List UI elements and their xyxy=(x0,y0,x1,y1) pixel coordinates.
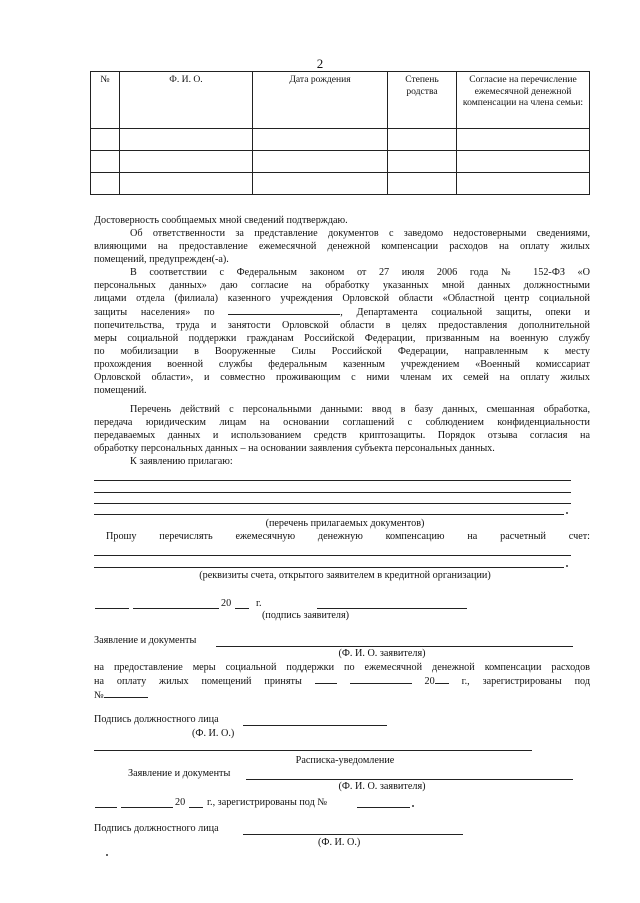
attach-line-4[interactable] xyxy=(94,514,564,515)
table-cell[interactable] xyxy=(120,129,253,151)
official-signature-field[interactable] xyxy=(243,725,387,726)
region-blank-field[interactable] xyxy=(228,305,340,315)
header-number: № xyxy=(91,72,120,129)
receipt-fio-caption: (Ф. И. О.) xyxy=(318,837,361,848)
table-cell[interactable] xyxy=(91,129,120,151)
header-birth-date: Дата рождения xyxy=(253,72,388,129)
paragraph-line: лицами отдела (филиала) казенного учреждения Орловской области «Областной центр социальной xyxy=(94,293,590,304)
header-consent: Согласие на перечисление ежемесячной денежной компенсации на члена семьи: xyxy=(457,72,590,129)
table-cell[interactable] xyxy=(253,129,388,151)
registration-number-field[interactable] xyxy=(104,688,148,698)
account-line-2[interactable] xyxy=(94,567,564,568)
accepted-line-3 xyxy=(94,688,590,702)
paragraph-line: меры социальной поддержки гражданам Российской Федерации, призванным на военную службу xyxy=(94,333,590,344)
official-sign-label: Подпись должностного лица xyxy=(94,714,219,725)
consent-paragraph xyxy=(94,266,590,397)
applicant-caption: (Ф. И. О. заявителя) xyxy=(338,648,426,659)
date-year-suffix: г. xyxy=(256,598,262,609)
header-relation: Степень родства xyxy=(388,72,457,129)
docs-label: Заявление и документы xyxy=(94,635,197,646)
accepted-year-field[interactable] xyxy=(435,674,449,684)
paragraph-line: Орловской области», и совместно проживающим с ними членам их семей на оплату жилых xyxy=(94,372,590,383)
paragraph-line: помещений, предупрежден(-а). xyxy=(94,254,229,265)
table-cell[interactable] xyxy=(91,173,120,195)
accepted-line-2-start: на оплату жилых помещений приняты xyxy=(94,676,302,687)
attach-line-3[interactable] xyxy=(94,503,571,504)
table-row xyxy=(91,173,590,195)
table-cell[interactable] xyxy=(120,151,253,173)
table-cell[interactable] xyxy=(91,151,120,173)
account-line-1[interactable] xyxy=(94,555,571,556)
attach-label: К заявлению прилагаю: xyxy=(130,456,233,467)
table-cell[interactable] xyxy=(388,151,457,173)
scan-speck xyxy=(106,854,108,856)
table-cell[interactable] xyxy=(388,173,457,195)
attach-line-1[interactable] xyxy=(94,480,571,481)
receipt-title: Расписка-уведомление xyxy=(295,755,395,766)
receipt-day-field[interactable] xyxy=(95,807,117,808)
table-header-row xyxy=(91,72,590,129)
attach-caption: (перечень прилагаемых документов) xyxy=(265,518,425,529)
receipt-year-prefix: 20 xyxy=(175,797,186,808)
accepted-day-field[interactable] xyxy=(315,674,337,684)
receipt-separator-line xyxy=(94,750,532,751)
date-year-prefix: 20 xyxy=(221,598,232,609)
paragraph-line: Перечень действий с персональными данными: ввод в базу данных, смешанная обработка, xyxy=(130,404,590,415)
year-blank-field[interactable] xyxy=(235,608,249,609)
table-cell[interactable] xyxy=(120,173,253,195)
number-sign: № xyxy=(94,690,104,701)
accepted-line-2-end: г., зарегистрированы под xyxy=(461,676,591,687)
attach-end-dot xyxy=(566,512,568,514)
table-cell[interactable] xyxy=(388,129,457,151)
paragraph-line: обработку персональных данных – на основании заявления субъекта персональных данных. xyxy=(94,443,495,454)
table-row xyxy=(91,151,590,173)
receipt-year-field[interactable] xyxy=(189,807,203,808)
responsibility-paragraph xyxy=(94,227,590,266)
confirm-text: Достоверность сообщаемых мной сведений подтверждаю. xyxy=(94,215,348,226)
transfer-request xyxy=(106,530,590,543)
table-cell[interactable] xyxy=(457,129,590,151)
paragraph-line: В соответствии с Федеральным законом от 27 июля 2006 года № 152-ФЗ «О xyxy=(130,267,590,278)
day-blank-field[interactable] xyxy=(95,608,129,609)
paragraph-line: персональных данных» даю согласие на обработку указанных мной данных должностными xyxy=(94,280,590,291)
family-members-table xyxy=(90,71,590,195)
consent-department-text: , Департамента социальной защиты, опеки и xyxy=(340,307,590,318)
accepted-month-field[interactable] xyxy=(350,674,412,684)
accepted-line-1: на предоставление меры социальной поддержки по ежемесячной денежной компенсации расходов xyxy=(94,662,590,673)
signature-caption: (подпись заявителя) xyxy=(262,610,350,621)
paragraph-line: передаваемых данных и использованием средств криптозащиты. Порядок отзыва согласия на xyxy=(94,430,590,441)
paragraph-line: попечительства, труда и занятости Орловской области в целях предоставления дополнительной xyxy=(94,320,590,331)
receipt-end-dot xyxy=(412,805,414,807)
consent-region-label: защиты населения» по xyxy=(94,307,215,318)
paragraph-line xyxy=(94,305,590,319)
paragraph-line: прохождения военной службы федеральным казенным учреждением «Военный комиссариат xyxy=(94,359,590,370)
table-cell[interactable] xyxy=(457,173,590,195)
accepted-line-2 xyxy=(94,674,590,688)
accepted-paragraph xyxy=(94,661,590,702)
page-number: 2 xyxy=(316,56,324,71)
table-cell[interactable] xyxy=(253,151,388,173)
receipt-number-field[interactable] xyxy=(357,807,410,808)
paragraph-line: Об ответственности за представление документов с заведомо недостоверными сведениями, xyxy=(130,228,590,239)
paragraph-line: влияющими на предоставление ежемесячной денежной компенсации расходов на оплату жилых xyxy=(94,241,590,252)
table-row xyxy=(91,129,590,151)
receipt-official-sign-label: Подпись должностного лица xyxy=(94,823,219,834)
table-cell[interactable] xyxy=(457,151,590,173)
accepted-year-prefix: 20 xyxy=(424,676,435,687)
account-end-dot xyxy=(566,565,568,567)
receipt-docs-label: Заявление и документы xyxy=(128,768,231,779)
header-fio: Ф. И. О. xyxy=(120,72,253,129)
attach-line-2[interactable] xyxy=(94,492,571,493)
transfer-request-text: Прошу перечислять ежемесячную денежную компенсацию на расчетный счет: xyxy=(106,531,590,542)
receipt-registered-text: г., зарегистрированы под № xyxy=(207,797,328,808)
receipt-month-field[interactable] xyxy=(121,807,173,808)
receipt-applicant-caption: (Ф. И. О. заявителя) xyxy=(338,781,426,792)
paragraph-line: помещений. xyxy=(94,385,147,396)
paragraph-line: передача юридическим лицам на основании соглашений с соблюдением конфиденциальности xyxy=(94,417,590,428)
month-blank-field[interactable] xyxy=(133,608,219,609)
official-fio-caption: (Ф. И. О.) xyxy=(192,728,235,739)
receipt-official-signature-field[interactable] xyxy=(243,834,463,835)
account-caption: (реквизиты счета, открытого заявителем в кредитной организации) xyxy=(199,570,491,581)
paragraph-line: по мобилизации в Вооруженные Силы Российской Федерации, направленным к месту xyxy=(94,346,590,357)
actions-paragraph xyxy=(94,403,590,455)
table-cell[interactable] xyxy=(253,173,388,195)
